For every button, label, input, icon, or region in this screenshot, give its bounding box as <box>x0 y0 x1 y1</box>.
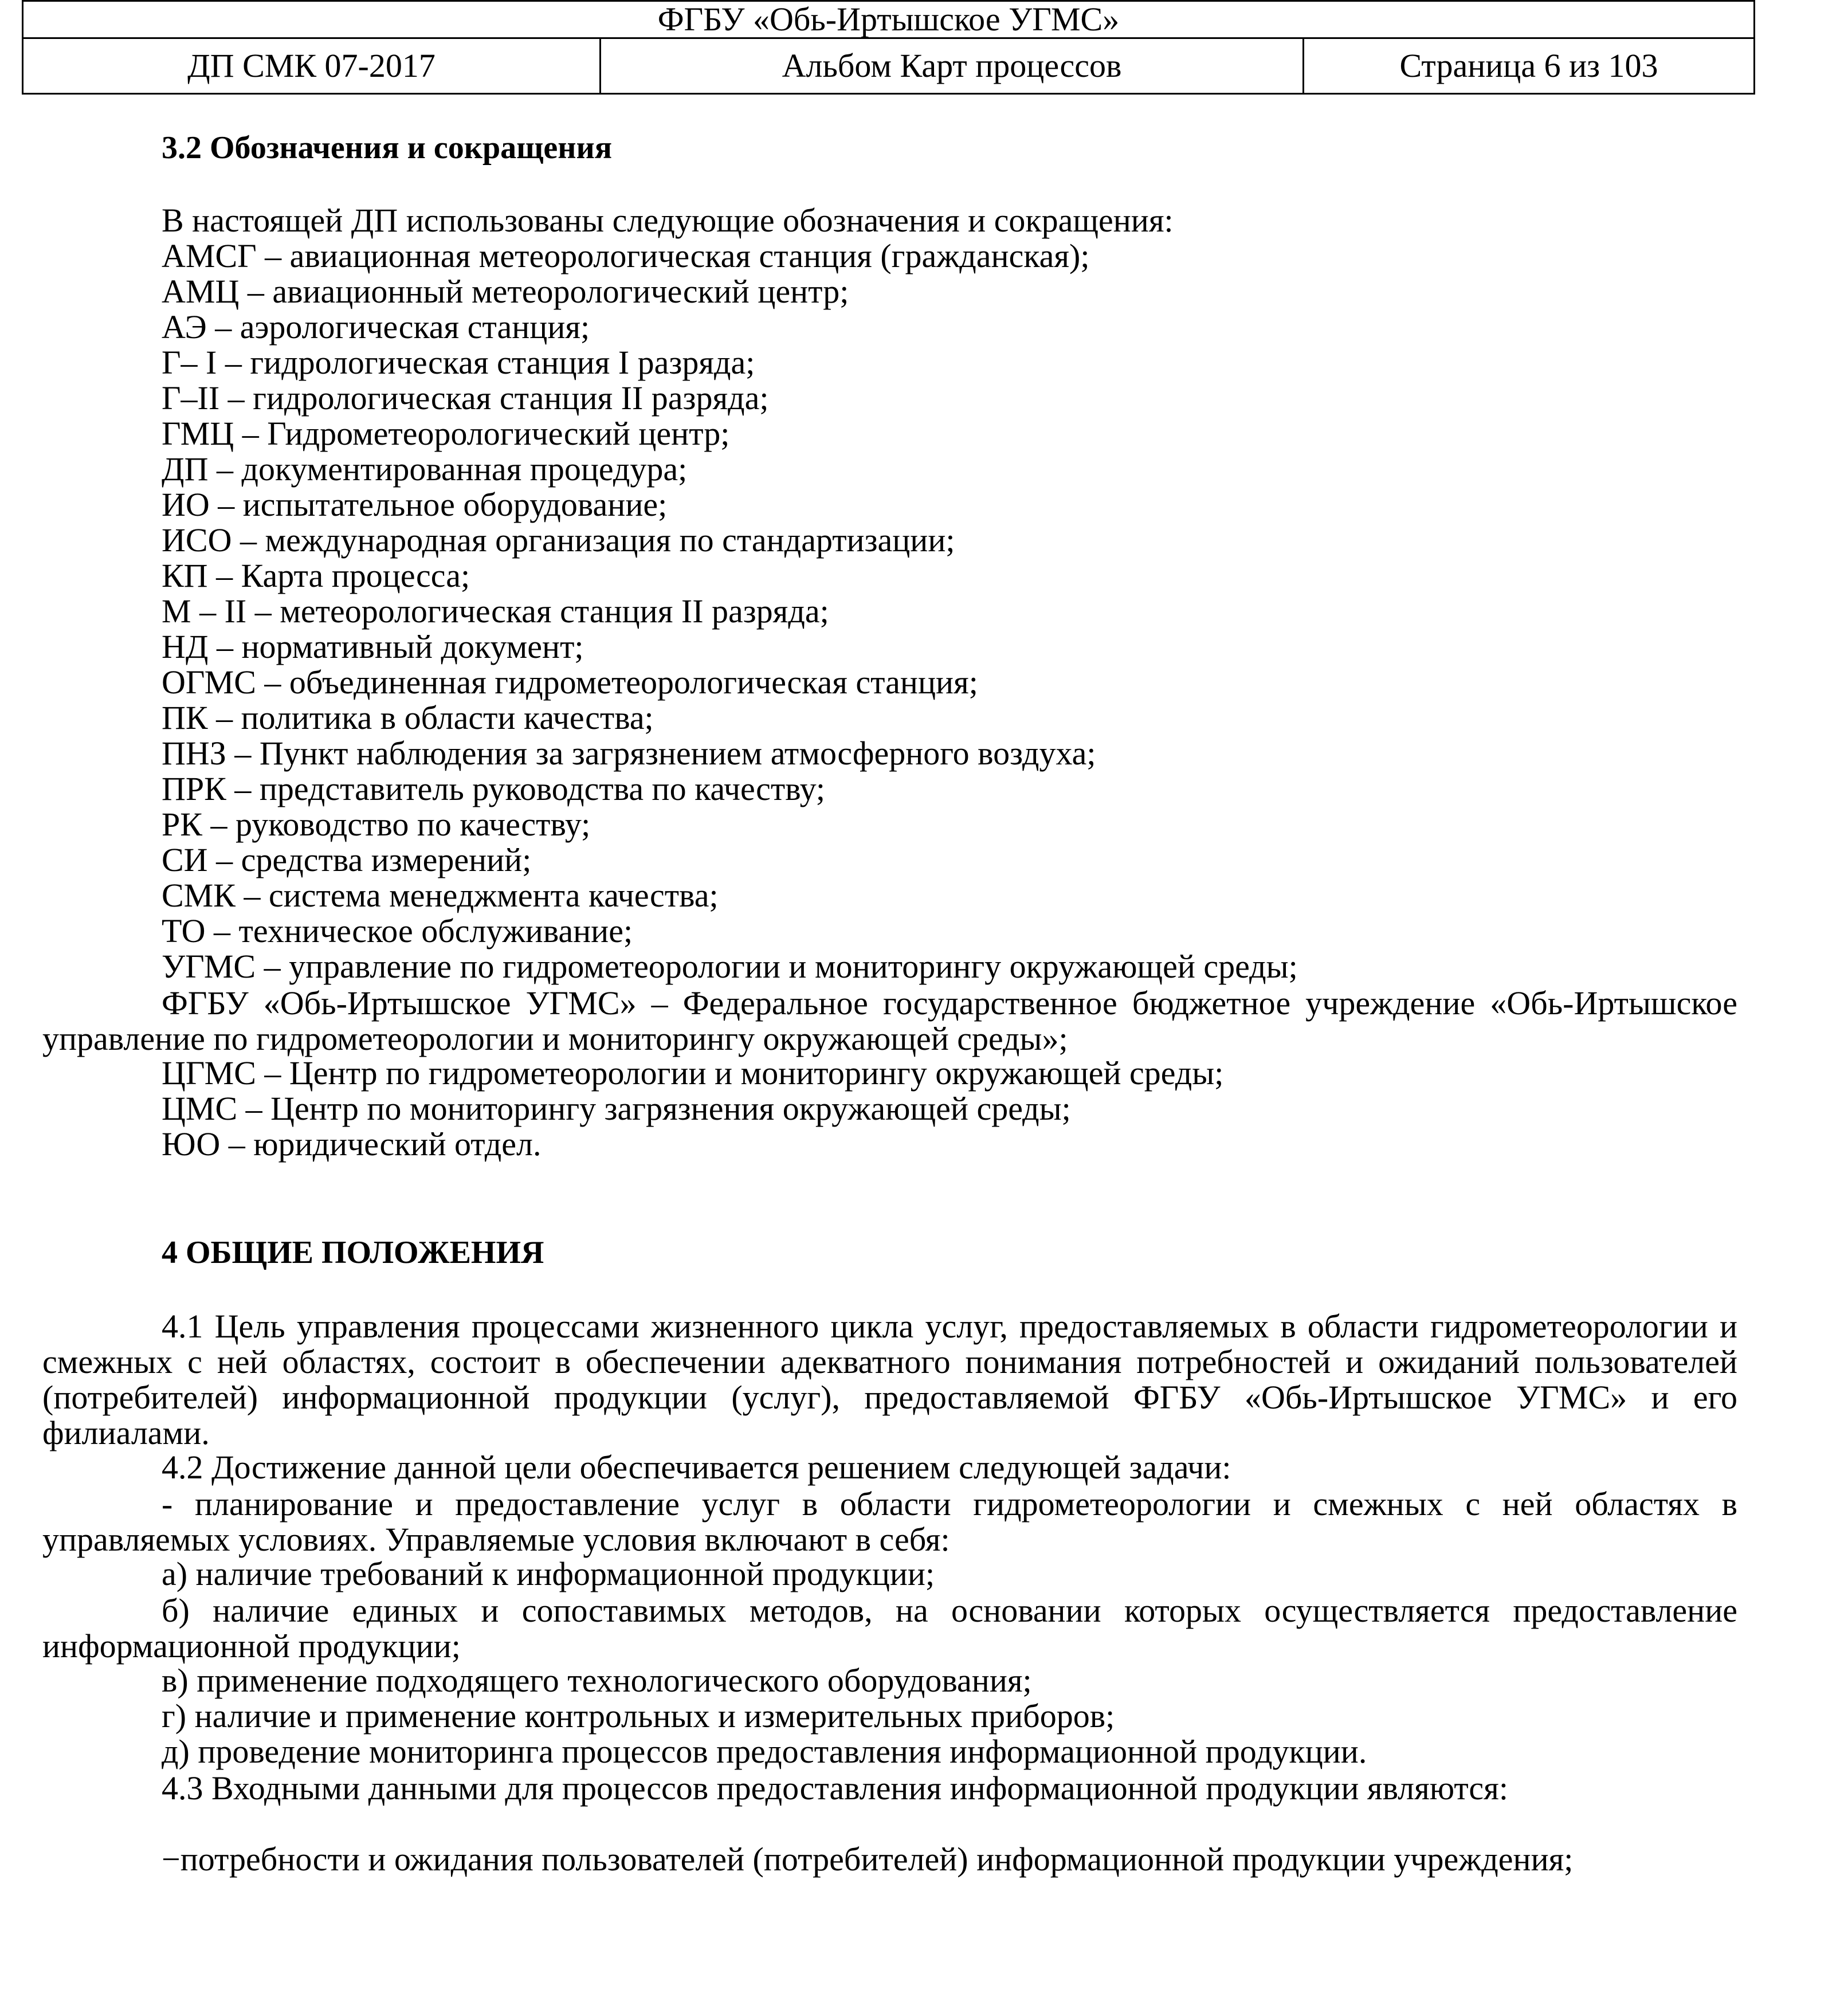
abbrev-item: ГМЦ – Гидрометеорологический центр; <box>162 415 730 452</box>
abbrev-item: ПРК – представитель руководства по качеству; <box>162 770 826 807</box>
abbrev-item: ПНЗ – Пункт наблюдения за загрязнением атмосферного воздуха; <box>162 735 1096 772</box>
section-4-heading: 4 ОБЩИЕ ПОЛОЖЕНИЯ <box>162 1235 544 1270</box>
paragraph-4-2: 4.2 Достижение данной цели обеспечивается решением следующей задачи: <box>162 1449 1231 1486</box>
abbrev-item: СМК – система менеджмента качества; <box>162 877 719 914</box>
abbrev-intro: В настоящей ДП использованы следующие обозначения и сокращения: <box>162 202 1174 239</box>
header-organization: ФГБУ «Обь-Иртышское УГМС» <box>23 1 1755 38</box>
abbrev-item: ОГМС – объединенная гидрометеорологическая станция; <box>162 664 978 701</box>
abbrev-item: АЭ – аэрологическая станция; <box>162 308 590 346</box>
paragraph-4-3-item: −потребности и ожидания пользователей (потребителей) информационной продукции учреждения; <box>162 1841 1574 1878</box>
abbrev-item: АМЦ – авиационный метеорологический центр; <box>162 273 849 310</box>
abbrev-item: ПК – политика в области качества; <box>162 699 654 736</box>
paragraph-4-1: 4.1 Цель управления процессами жизненного цикла услуг, предоставляемых в области гидрометеорологии и смежных с ней областях, состоит в обеспечении адекватного понимания потребностей и ожиданий пользователей (потребителей) информационной продукции (услуг), предоставляемой ФГБУ «Обь-Иртышское УГМС» и его филиалами. <box>42 1308 1737 1451</box>
list-item-d: д) проведение мониторинга процессов предоставления информационной продукции. <box>162 1733 1367 1770</box>
abbrev-item: РК – руководство по качеству; <box>162 806 591 843</box>
abbrev-item: ТО – техническое обслуживание; <box>162 912 633 949</box>
abbrev-item-fgbu: ФГБУ «Обь-Иртышское УГМС» – Федеральное государственное бюджетное учреждение «Обь-Иртышское управление по гидрометеорологии и мониторингу окружающей среды»; <box>42 984 1737 1057</box>
abbrev-item: СИ – средства измерений; <box>162 841 532 878</box>
abbrev-item: ДП – документированная процедура; <box>162 450 688 488</box>
list-item-v: в) применение подходящего технологического оборудования; <box>162 1662 1032 1699</box>
abbrev-item: ИО – испытательное оборудование; <box>162 486 668 523</box>
abbrev-item: ЮО – юридический отдел. <box>162 1125 542 1163</box>
header-page-info: Страница 6 из 103 <box>1304 38 1755 94</box>
abbrev-item: ИСО – международная организация по стандартизации; <box>162 521 955 559</box>
section-3-2-heading: 3.2 Обозначения и сокращения <box>162 130 613 166</box>
abbrev-item: ЦМС – Центр по мониторингу загрязнения окружающей среды; <box>162 1090 1071 1127</box>
header-doc-code: ДП СМК 07-2017 <box>23 38 601 94</box>
abbrev-item: УГМС – управление по гидрометеорологии и мониторингу окружающей среды; <box>162 948 1298 985</box>
document-header-table <box>22 0 1755 95</box>
abbrev-item: НД – нормативный документ; <box>162 628 584 665</box>
list-item-b: б) наличие единых и сопоставимых методов, на основании которых осуществляется предоставление информационной продукции; <box>42 1592 1737 1665</box>
abbrev-item: КП – Карта процесса; <box>162 557 470 594</box>
list-item-g: г) наличие и применение контрольных и измерительных приборов; <box>162 1697 1115 1735</box>
abbrev-item: АМСГ – авиационная метеорологическая станция (гражданская); <box>162 237 1090 274</box>
header-doc-title: Альбом Карт процессов <box>601 38 1304 94</box>
list-item-a: а) наличие требований к информационной продукции; <box>162 1555 935 1592</box>
abbrev-item: Г–II – гидрологическая станция II разряда; <box>162 379 769 417</box>
abbrev-item: М – II – метеорологическая станция II разряда; <box>162 593 829 630</box>
abbrev-item: ЦГМС – Центр по гидрометеорологии и мониторингу окружающей среды; <box>162 1054 1224 1092</box>
paragraph-4-3: 4.3 Входными данными для процессов предоставления информационной продукции являются: <box>162 1769 1508 1807</box>
paragraph-4-2-task: - планирование и предоставление услуг в области гидрометеорологии и смежных с ней областях в управляемых условиях. Управляемые условия включают в себя: <box>42 1485 1737 1558</box>
abbrev-item: Г– I – гидрологическая станция I разряда; <box>162 344 755 381</box>
